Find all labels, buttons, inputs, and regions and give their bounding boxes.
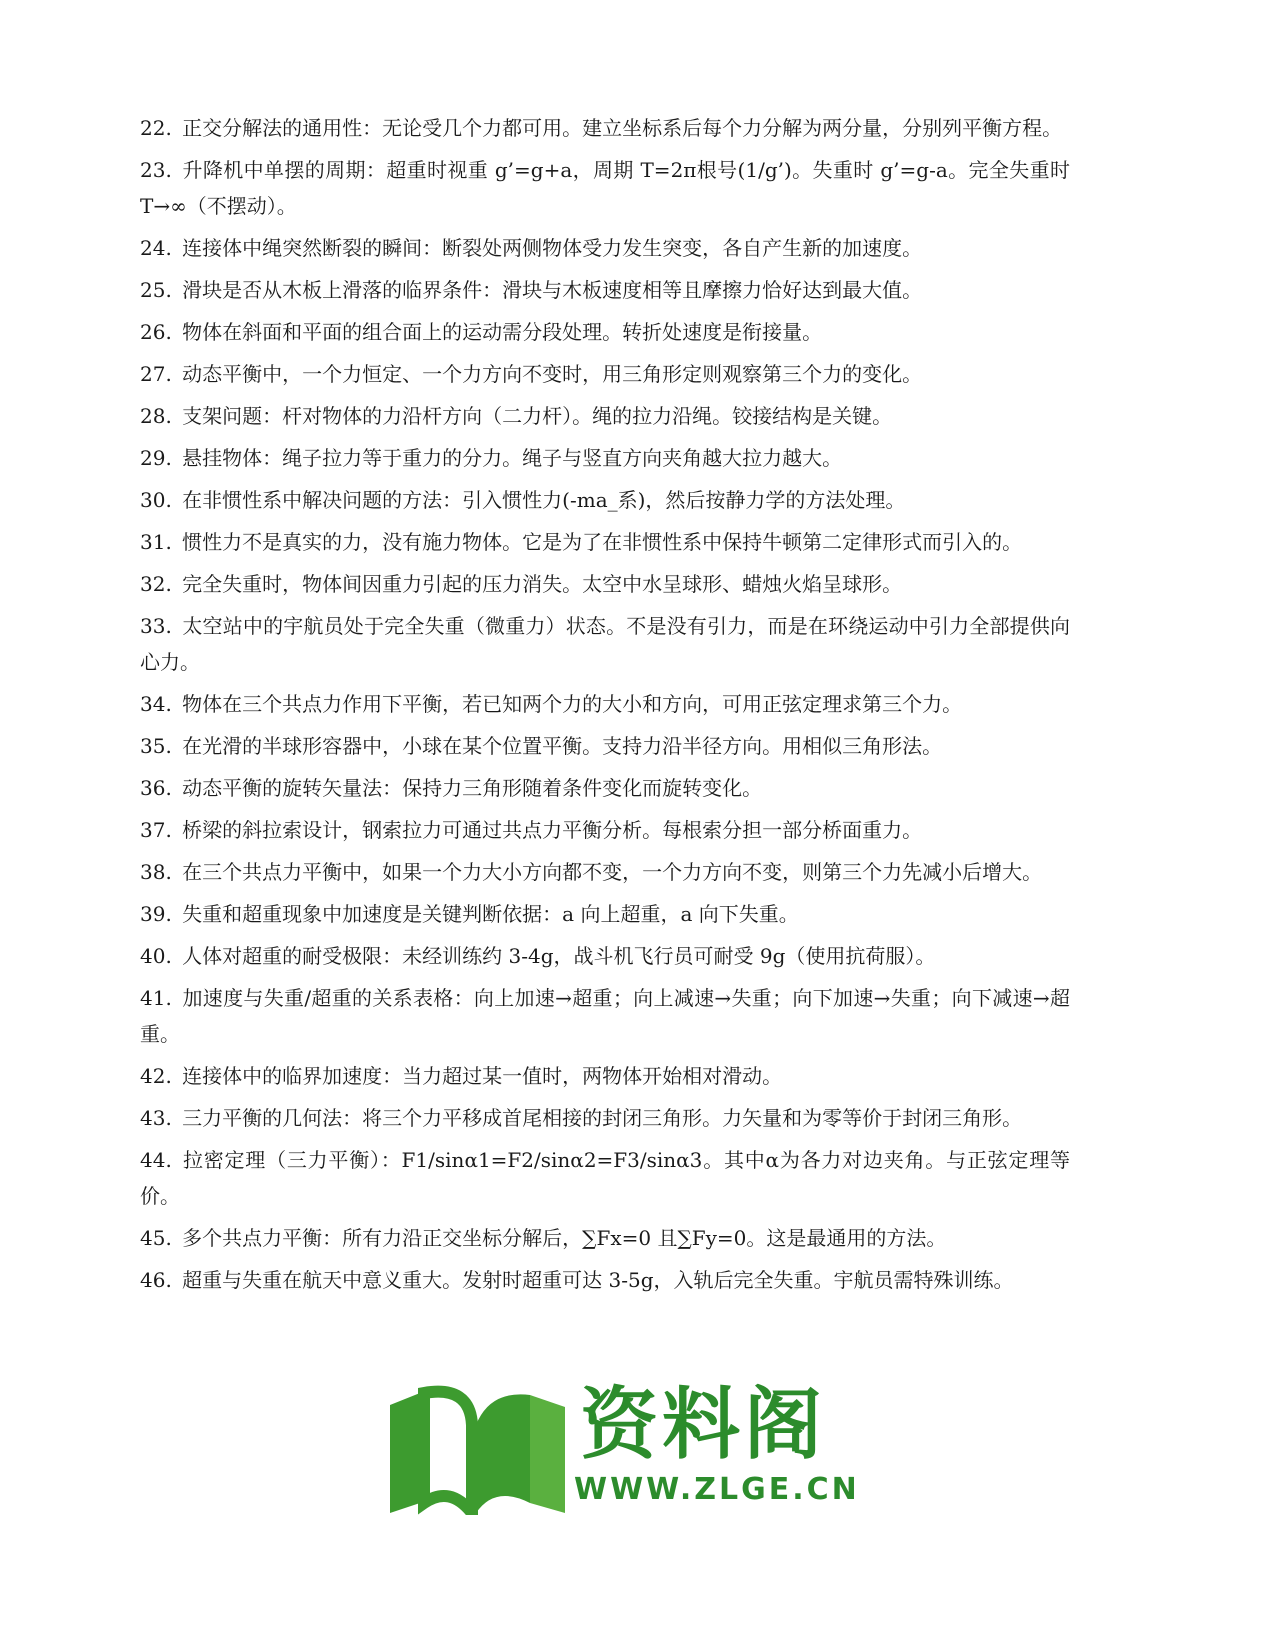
item-number: 43. [140, 1106, 172, 1130]
list-item [140, 398, 1070, 434]
item-text: 人体对超重的耐受极限：未经训练约 3-4g，战斗机飞行员可耐受 9g（使用抗荷服）。 [182, 944, 936, 968]
item-number: 38. [140, 860, 172, 884]
item-text: 桥梁的斜拉索设计，钢索拉力可通过共点力平衡分析。每根索分担一部分桥面重力。 [182, 818, 923, 842]
item-text: 悬挂物体：绳子拉力等于重力的分力。绳子与竖直方向夹角越大拉力越大。 [182, 446, 843, 470]
item-text: 多个共点力平衡：所有力沿正交坐标分解后，∑Fx=0 且∑Fy=0。这是最通用的方法。 [182, 1226, 947, 1250]
item-number: 24. [140, 236, 172, 260]
item-text: 在三个共点力平衡中，如果一个力大小方向都不变，一个力方向不变，则第三个力先减小后增大。 [182, 860, 1043, 884]
item-number: 35. [140, 734, 172, 758]
item-text: 惯性力不是真实的力，没有施力物体。它是为了在非惯性系中保持牛顿第二定律形式而引入的。 [182, 530, 1023, 554]
item-number: 45. [140, 1226, 172, 1250]
watermark-url: WWW.ZLGE.CN [574, 1472, 860, 1507]
item-number: 30. [140, 488, 172, 512]
list-item [140, 110, 1070, 146]
item-text: 失重和超重现象中加速度是关键判断依据：a 向上超重，a 向下失重。 [182, 902, 799, 926]
watermark-title: 资料阁 [580, 1380, 827, 1470]
item-text: 滑块是否从木板上滑落的临界条件：滑块与木板速度相等且摩擦力恰好达到最大值。 [182, 278, 923, 302]
list-item [140, 524, 1070, 560]
list-item [140, 770, 1070, 806]
list-item [140, 356, 1070, 392]
list-item [140, 1058, 1070, 1094]
item-number: 25. [140, 278, 172, 302]
item-text: 动态平衡的旋转矢量法：保持力三角形随着条件变化而旋转变化。 [182, 776, 763, 800]
list-item [140, 686, 1070, 722]
list-item [140, 812, 1070, 848]
item-text: 超重与失重在航天中意义重大。发射时超重可达 3-5g，入轨后完全失重。宇航员需特殊训练。 [182, 1268, 1014, 1292]
item-number: 27. [140, 362, 172, 386]
item-number: 36. [140, 776, 172, 800]
book-logo-icon [380, 1385, 570, 1515]
item-number: 40. [140, 944, 172, 968]
item-number: 41. [140, 986, 172, 1010]
item-number: 37. [140, 818, 172, 842]
list-item [140, 980, 1070, 1052]
list-item [140, 1100, 1070, 1136]
item-text: 支架问题：杆对物体的力沿杆方向（二力杆）。绳的拉力沿绳。铰接结构是关键。 [182, 404, 893, 428]
item-number: 23. [140, 158, 172, 182]
item-number: 32. [140, 572, 172, 596]
item-text: 升降机中单摆的周期：超重时视重 g’=g+a，周期 T=2π根号(1/g’)。失重时 g’=g-a。完全失重时 T→∞（不摆动）。 [140, 158, 1070, 218]
list-item [140, 896, 1070, 932]
list-item [140, 440, 1070, 476]
item-text: 物体在三个共点力作用下平衡，若已知两个力的大小和方向，可用正弦定理求第三个力。 [182, 692, 963, 716]
watermark [380, 1380, 860, 1520]
item-text: 完全失重时，物体间因重力引起的压力消失。太空中水呈球形、蜡烛火焰呈球形。 [182, 572, 903, 596]
item-number: 34. [140, 692, 172, 716]
item-text: 在光滑的半球形容器中，小球在某个位置平衡。支持力沿半径方向。用相似三角形法。 [182, 734, 943, 758]
item-text: 三力平衡的几何法：将三个力平移成首尾相接的封闭三角形。力矢量和为零等价于封闭三角形。 [182, 1106, 1023, 1130]
item-text: 拉密定理（三力平衡）：F1/sinα1=F2/sinα2=F3/sinα3。其中α为各力对边夹角。与正弦定理等价。 [140, 1148, 1070, 1208]
list-item [140, 1220, 1070, 1256]
item-text: 连接体中绳突然断裂的瞬间：断裂处两侧物体受力发生突变，各自产生新的加速度。 [182, 236, 923, 260]
list-item [140, 854, 1070, 890]
item-text: 加速度与失重/超重的关系表格：向上加速→超重；向上减速→失重；向下加速→失重；向下减速→超重。 [140, 986, 1070, 1046]
item-number: 33. [140, 614, 172, 638]
list-item [140, 230, 1070, 266]
item-number: 26. [140, 320, 172, 344]
list-item [140, 608, 1070, 680]
item-number: 46. [140, 1268, 172, 1292]
list-item [140, 314, 1070, 350]
item-text: 正交分解法的通用性：无论受几个力都可用。建立坐标系后每个力分解为两分量，分别列平衡方程。 [182, 116, 1063, 140]
list-item [140, 272, 1070, 308]
item-number: 22. [140, 116, 172, 140]
item-text: 连接体中的临界加速度：当力超过某一值时，两物体开始相对滑动。 [182, 1064, 783, 1088]
list-item [140, 482, 1070, 518]
item-number: 42. [140, 1064, 172, 1088]
item-number: 28. [140, 404, 172, 428]
item-text: 动态平衡中，一个力恒定、一个力方向不变时，用三角形定则观察第三个力的变化。 [182, 362, 923, 386]
item-number: 29. [140, 446, 172, 470]
document-body [140, 110, 1070, 1304]
item-number: 44. [140, 1148, 172, 1172]
item-number: 39. [140, 902, 172, 926]
list-item [140, 938, 1070, 974]
list-item [140, 566, 1070, 602]
item-number: 31. [140, 530, 172, 554]
item-text: 太空站中的宇航员处于完全失重（微重力）状态。不是没有引力，而是在环绕运动中引力全部提供向心力。 [140, 614, 1071, 674]
item-text: 物体在斜面和平面的组合面上的运动需分段处理。转折处速度是衔接量。 [182, 320, 823, 344]
list-item [140, 1142, 1070, 1214]
list-item [140, 728, 1070, 764]
item-text: 在非惯性系中解决问题的方法：引入惯性力(-ma_系)，然后按静力学的方法处理。 [182, 488, 906, 512]
list-item [140, 152, 1070, 224]
list-item [140, 1262, 1070, 1298]
